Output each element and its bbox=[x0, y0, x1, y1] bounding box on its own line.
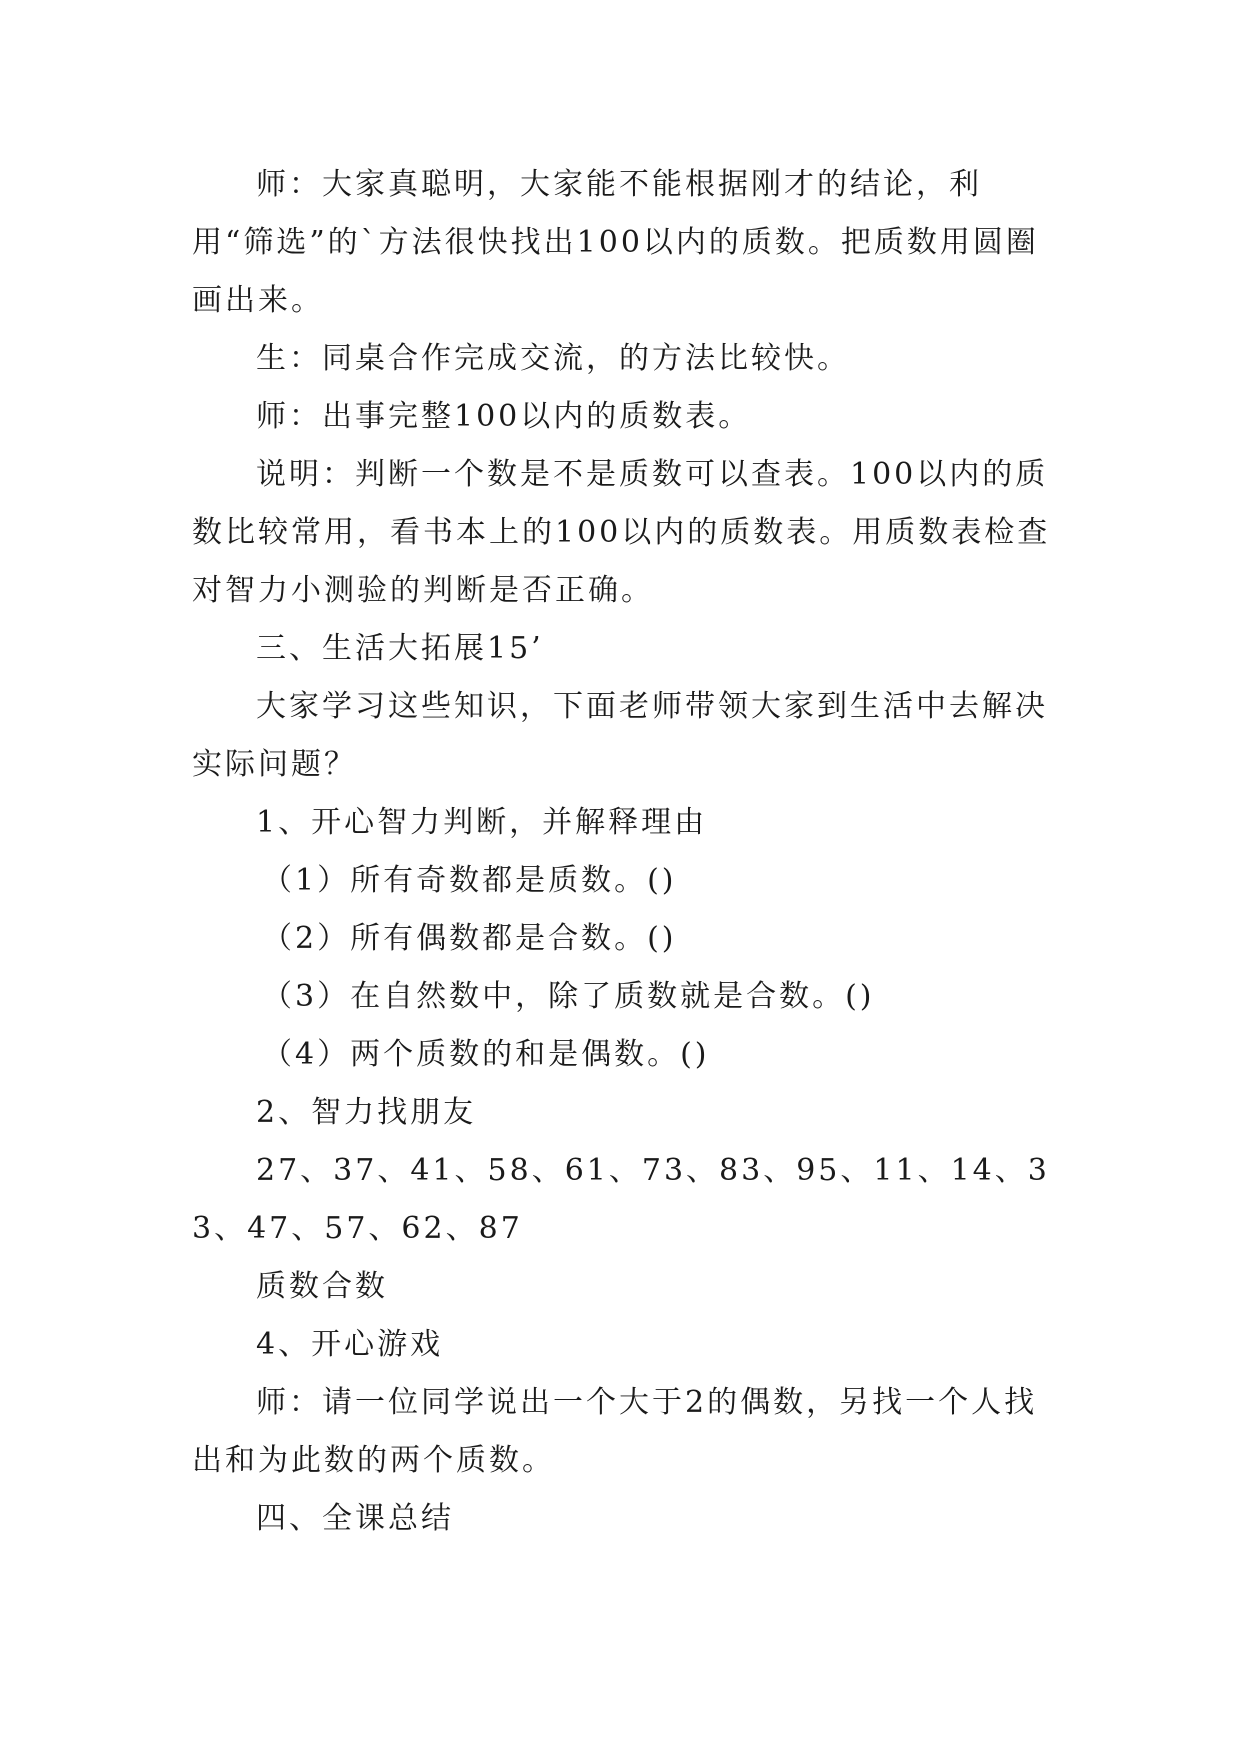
prime-composite-label: 质数合数 bbox=[256, 1269, 388, 1304]
judgment-item-4: （4）两个质数的和是偶数。() bbox=[262, 1037, 710, 1072]
paragraph-student-cooperate: 生：同桌合作完成交流，的方法比较快。 bbox=[256, 341, 850, 376]
heading-section-three: 三、生活大拓展15’ bbox=[256, 631, 544, 666]
heading-judgment: 1、开心智力判断，并解释理由 bbox=[256, 805, 708, 840]
paragraph-game-instructions: 师：请一位同学说出一个大于2的偶数，另找一个人找出和为此数的两个质数。 bbox=[192, 1385, 1038, 1478]
heading-find-friends: 2、智力找朋友 bbox=[256, 1095, 477, 1130]
judgment-item-3: （3）在自然数中，除了质数就是合数。() bbox=[262, 979, 875, 1014]
heading-section-four: 四、全课总结 bbox=[256, 1501, 454, 1536]
judgment-item-1: （1）所有奇数都是质数。() bbox=[262, 863, 677, 898]
document-body bbox=[192, 156, 1062, 1548]
paragraph-explanation: 说明：判断一个数是不是质数可以查表。100以内的质数比较常用，看书本上的100以内的质数表。用质数表检查对智力小测验的判断是否正确。 bbox=[192, 457, 1051, 608]
number-list: 27、37、41、58、61、73、83、95、11、14、33、47、57、62、87 bbox=[192, 1153, 1050, 1246]
heading-happy-game: 4、开心游戏 bbox=[256, 1327, 444, 1362]
paragraph-teacher-sieve: 师：大家真聪明，大家能不能根据刚才的结论，利用“筛选”的`方法很快找出100以内的质数。把质数用圆圈画出来。 bbox=[192, 167, 1039, 318]
paragraph-intro-life: 大家学习这些知识，下面老师带领大家到生活中去解决实际问题？ bbox=[192, 689, 1048, 782]
judgment-item-2: （2）所有偶数都是合数。() bbox=[262, 921, 677, 956]
paragraph-teacher-prime-table: 师：出事完整100以内的质数表。 bbox=[256, 399, 752, 434]
